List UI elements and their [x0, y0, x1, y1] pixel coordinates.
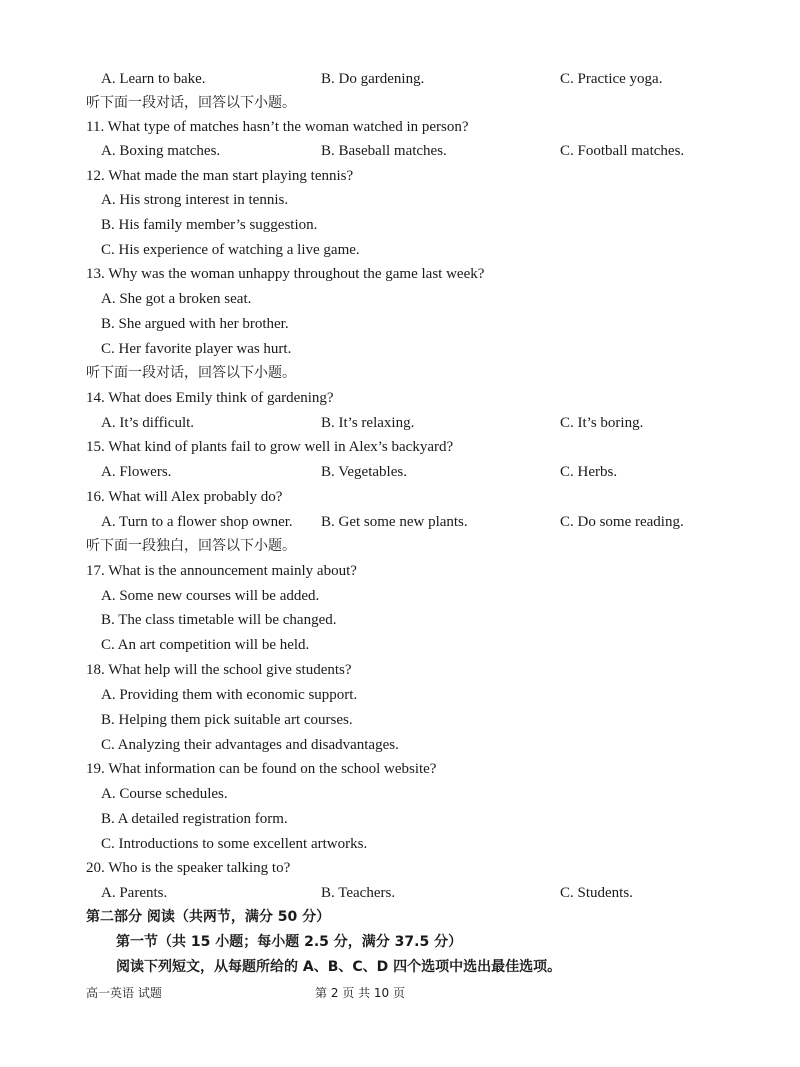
q17-option-a: A. Some new courses will be added.	[101, 588, 320, 604]
q15-option-c: C. Herbs.	[560, 464, 618, 480]
listening-instruction: 听下面一段独白，回答以下小题。	[86, 538, 296, 554]
listening-instruction: 听下面一段对话，回答以下小题。	[86, 365, 296, 381]
question-20: 20. Who is the speaker talking to?	[86, 860, 291, 876]
q20-option-c: C. Students.	[560, 885, 633, 901]
q18-option-a: A. Providing them with economic support.	[101, 687, 358, 703]
q13-option-c: C. Her favorite player was hurt.	[101, 341, 292, 357]
q15-option-a: A. Flowers.	[101, 464, 172, 480]
question-14: 14. What does Emily think of gardening?	[86, 390, 334, 406]
q12-option-a: A. His strong interest in tennis.	[101, 192, 289, 208]
question-12: 12. What made the man start playing tennis?	[86, 168, 354, 184]
q10-option-c: C. Practice yoga.	[560, 71, 663, 87]
question-17: 17. What is the announcement mainly about?	[86, 563, 357, 579]
q10-option-b: B. Do gardening.	[321, 71, 425, 87]
reading-directions: 阅读下列短文，从每题所给的 A、B、C、D 四个选项中选出最佳选项。	[116, 959, 562, 975]
section1-heading: 第一节（共 15 小题；每小题 2.5 分，满分 37.5 分）	[116, 934, 463, 950]
question-13: 13. Why was the woman unhappy throughout the game last week?	[86, 266, 485, 282]
q16-option-a: A. Turn to a flower shop owner.	[101, 514, 293, 530]
q16-option-c: C. Do some reading.	[560, 514, 684, 530]
q18-option-c: C. Analyzing their advantages and disadvantages.	[101, 737, 399, 753]
q11-option-a: A. Boxing matches.	[101, 143, 221, 159]
q19-option-b: B. A detailed registration form.	[101, 811, 288, 827]
part2-heading: 第二部分 阅读（共两节，满分 50 分）	[86, 909, 331, 925]
question-11: 11. What type of matches hasn’t the woman watched in person?	[86, 119, 469, 135]
q15-option-b: B. Vegetables.	[321, 464, 407, 480]
q14-option-a: A. It’s difficult.	[101, 415, 195, 431]
question-18: 18. What help will the school give students?	[86, 662, 352, 678]
q20-option-a: A. Parents.	[101, 885, 168, 901]
q18-option-b: B. Helping them pick suitable art courses.	[101, 712, 353, 728]
q17-option-b: B. The class timetable will be changed.	[101, 612, 337, 628]
q13-option-a: A. She got a broken seat.	[101, 291, 252, 307]
page-number: 第 2 页 共 10 页	[315, 986, 405, 1000]
q14-option-b: B. It’s relaxing.	[321, 415, 415, 431]
q14-option-c: C. It’s boring.	[560, 415, 644, 431]
q10-option-a: A. Learn to bake.	[101, 71, 206, 87]
q11-option-c: C. Football matches.	[560, 143, 685, 159]
question-15: 15. What kind of plants fail to grow well in Alex’s backyard?	[86, 439, 454, 455]
question-19: 19. What information can be found on the school website?	[86, 761, 437, 777]
q19-option-c: C. Introductions to some excellent artworks.	[101, 836, 368, 852]
footer-subject: 高一英语 试题	[86, 986, 162, 1000]
q12-option-b: B. His family member’s suggestion.	[101, 217, 318, 233]
q20-option-b: B. Teachers.	[321, 885, 396, 901]
q11-option-b: B. Baseball matches.	[321, 143, 447, 159]
q16-option-b: B. Get some new plants.	[321, 514, 468, 530]
q12-option-c: C. His experience of watching a live game.	[101, 242, 360, 258]
q19-option-a: A. Course schedules.	[101, 786, 228, 802]
q17-option-c: C. An art competition will be held.	[101, 637, 310, 653]
question-16: 16. What will Alex probably do?	[86, 489, 283, 505]
listening-instruction: 听下面一段对话，回答以下小题。	[86, 95, 296, 111]
q13-option-b: B. She argued with her brother.	[101, 316, 289, 332]
